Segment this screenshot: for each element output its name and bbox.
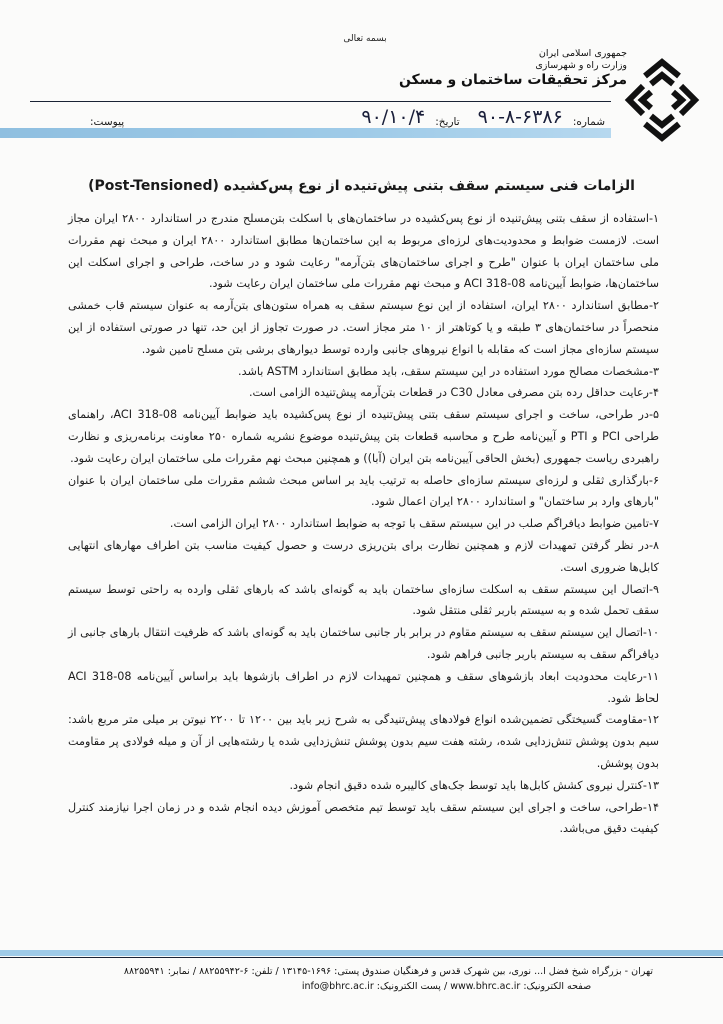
attachment-label: پیوست: (90, 116, 125, 128)
bhrc-logo-icon (623, 56, 701, 144)
number-value: ۹۰-۸-۶۳۸۶ (477, 106, 563, 128)
clause-12: ۱۲-مقاومت گسیختگی تضمین‌شده انواع فولادهای پیش‌تنیدگی به شرح زیر باید بین ۱۲۰۰ تا ۲۲۰۰ نیوتن بر میلی متر مربع باشد: سیم بدون پوشش تنش‌زدایی شده، رشته هفت سیم بدون پوشش تنش‌زدایی شده یا رشته‌هایی از آن و میله فولادی پر مقاومت بدون پوشش. (68, 713, 660, 770)
contact-separator: / (440, 981, 448, 992)
email-label: پست الکترونیک: (376, 981, 441, 992)
clause-6: ۶-بارگذاری ثقلی و لرزه‌ای سیستم سازه‌ای حاصله به ترتیب باید بر اساس مبحث ششم مقررات ملی ساختمان ایران با عنوان "بارهای وارد بر ساختمان" و استاندارد ۲۸۰۰ ایران اعمال شود. (68, 473, 659, 509)
clause-14: ۱۴-طراحی، ساخت و اجرای این سیستم سقف باید توسط تیم متخصص آموزش دیده انجام شده و در زمان اجرا نیازمند کنترل کیفیت دقیق می‌باشد. (68, 800, 659, 836)
clause-3: ۳-مشخصات مصالح مورد استفاده در این سیستم سقف، باید مطابق استاندارد ASTM باشد. (238, 364, 659, 378)
footer-contact (60, 979, 653, 994)
invocation: بسمه تعالی (343, 34, 387, 44)
clause-7: ۷-تامین ضوابط دیافراگم صلب در این سیستم سقف با توجه به ضوابط استاندارد ۲۸۰۰ ایران الزامی است. (169, 517, 659, 531)
website-link[interactable]: www.bhrc.ac.ir (450, 981, 521, 992)
document-title: الزامات فنی سیستم سقف بتنی پیش‌تنیده از نوع پس‌کشیده (Post-Tensioned) (88, 178, 635, 194)
email-link[interactable]: info@bhrc.ac.ir (301, 981, 374, 992)
header-divider (30, 101, 611, 102)
date-value: ۹۰/۱۰/۴ (361, 106, 426, 128)
clause-9: ۹-اتصال این سیستم سقف به اسکلت سازه‌ای ساختمان باید به گونه‌ای باشد که بارهای ثقلی وارده به راحتی توسط سیستم سقف تحمل شده و به سیستم باربر ثقلی منتقل شود. (68, 582, 659, 618)
footer-address: تهران - بزرگراه شیخ فضل ا... نوری، بین شهرک قدس و فرهنگیان صندوق پستی: ۱۶۹۶-۱۳۱۴۵ / تلفن: ۶-۸۸۲۵۵۹۴۲ / نمابر: ۸۸۲۵۵۹۴۱ (123, 966, 653, 977)
footer-band (0, 950, 723, 956)
date-label: تاریخ: (435, 116, 460, 128)
clause-11: ۱۱-رعایت محدودیت ابعاد بازشوهای سقف و همچنین تمهیدات لازم در اطراف بازشوها باید براساس آیین‌نامه ACI 318-08 لحاظ شود. (68, 669, 660, 705)
document-body (68, 208, 659, 840)
clause-13: ۱۳-کنترل نیروی کشش کابل‌ها باید توسط جک‌های کالیبره شده دقیق انجام شود. (289, 778, 659, 792)
clause-4: ۴-رعایت حداقل رده بتن مصرفی معادل C30 در قطعات بتن‌آرمه پیش‌تنیده الزامی است. (248, 386, 659, 400)
clause-2: ۲-مطابق استاندارد ۲۸۰۰ ایران، استفاده از این نوع سیستم سقف به همراه ستون‌های بتن‌آرمه به عنوان سیستم قاب خمشی منحصراً در ساختمان‌های ۳ طبقه و یا کوتاهتر از ۱۰ متر مجاز است. در صورت تجاوز از این حد، تنها در صورتی استفاده از این سیستم سازه‌ای مجاز است که مقابله با انواع نیروهای جانبی وارده توسط دیوارهای برشی بتن مسلح تامین شود. (68, 299, 659, 356)
clause-10: ۱۰-اتصال این سیستم سقف به سیستم مقاوم در برابر بار جانبی ساختمان باید به گونه‌ای باشد که ظرفیت انتقال بارهای جانبی از دیافراگم سقف به سیستم باربر جانبی فراهم شود. (68, 626, 659, 661)
organization-block (399, 48, 627, 89)
footer-divider (0, 957, 723, 958)
org-line-center: مرکز تحقیقات ساختمان و مسکن (398, 72, 627, 88)
clause-5: ۵-در طراحی، ساخت و اجرای سیستم سقف بتنی پیش‌تنیده از نوع پس‌کشیده باید ضوابط آیین‌نامه ACI 318-08، راهنمای طراحی PCI و PTI و آیین‌نامه طرح و محاسبه قطعات بتن پیش‌تنیده موضوع نشریه شماره ۲۵۰ معاونت برنامه‌ریزی و نظارت راهبردی ریاست جمهوری (بخش الحاقی آیین‌نامه بتن ایران (آبا)) و همچنین مبحث نهم مقررات ملی ساختمان ایران رعایت شود. (68, 408, 659, 465)
website-label: صفحه الکترونیک: (523, 981, 592, 992)
number-label: شماره: (572, 116, 605, 128)
reference-row (80, 104, 605, 128)
header-band (0, 128, 611, 138)
org-line-country: جمهوری اسلامی ایران (538, 48, 627, 59)
clause-8: ۸-در نظر گرفتن تمهیدات لازم و همچنین نظارت برای بتن‌ریزی درست و حصول کیفیت مناسب بتن اطراف مهارهای انتهایی کابل‌ها ضروری است. (68, 538, 659, 574)
org-line-ministry: وزارت راه و شهرسازی (535, 60, 627, 71)
clause-1: ۱-استفاده از سقف بتنی پیش‌تنیده از نوع پس‌کشیده در ساختمان‌های با اسکلت بتن‌مسلح مندرج در استاندارد ۲۸۰۰ ایران مجاز است. لازمست ضوابط و محدودیت‌های لرزه‌ای مربوط به این ساختمان‌ها مطابق استاندارد ۲۸۰۰ ایران و مبحث نهم مقررات ملی ساختمان ایران با عنوان "طرح و اجرای ساختمان‌های بتن‌آرمه" رعایت شود و در ساخت، طراحی و اجرای اسکلت این ساختمان‌ها، ضوابط آیین‌نامه ACI 318-08 و مبحث نهم مقررات ملی ساختمان ایران رعایت شود. (68, 212, 660, 291)
footer (60, 964, 653, 994)
